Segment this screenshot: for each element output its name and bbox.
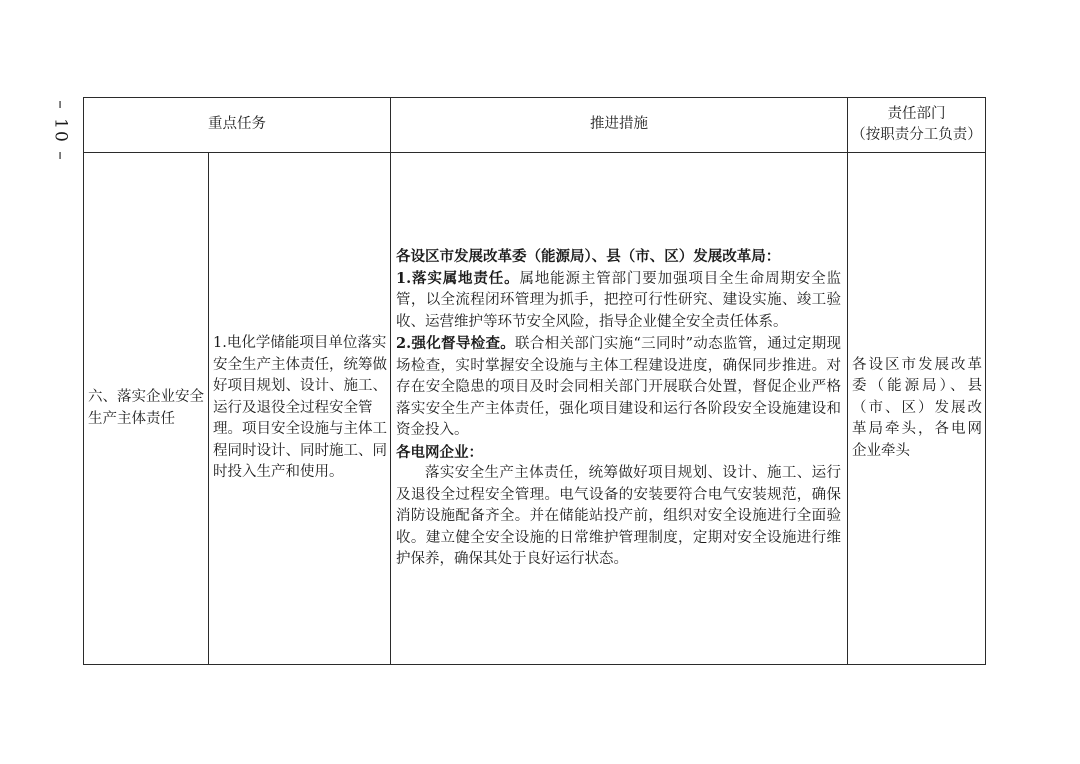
dept-cell: 各设区市发展改革委（能源局）、县（市、区）发展改革局牵头，各电网企业牵头 <box>848 153 986 665</box>
page-number-text: – 10 – <box>51 100 72 162</box>
measures-group1-title: 各设区市发展改革委（能源局）、县（市、区）发展改革局： <box>396 248 781 266</box>
measures-group2-title: 各电网企业： <box>396 443 483 461</box>
header-dept <box>848 98 986 153</box>
measures-item2 <box>396 333 841 442</box>
measures-group2-text: 落实安全生产主体责任，统筹做好项目规划、设计、施工、运行及退役全过程安全管理。电气设备的安装要符合电气安装规范，确保消防设施配备齐全。并在储能站投产前，组织对安全设施进行全面验收。建立健全安全设施的日常维护管理制度，定期对安全设施进行维护保养，确保其处于良好运行状态。 <box>396 465 841 568</box>
measures-item1 <box>396 268 841 334</box>
table-row <box>84 153 986 665</box>
responsibility-table <box>83 97 986 665</box>
measures-cell <box>391 153 848 665</box>
page-number <box>46 96 76 166</box>
header-dept-line2: （按职责分工负责） <box>851 127 982 143</box>
measures-item1-title: 1.落实属地责任。 <box>396 269 520 287</box>
header-task: 重点任务 <box>84 98 391 153</box>
measures-item2-title: 2.强化督导检查。 <box>396 335 516 353</box>
table-header-row <box>84 98 986 153</box>
category-cell: 六、落实企业安全生产主体责任 <box>84 153 209 665</box>
header-measures: 推进措施 <box>391 98 848 153</box>
measures-item1-text: 属地能源主管部门要加强项目全生命周期安全监管，以全流程闭环管理为抓手，把控可行性研究、建设实施、竣工验收、运营维护等环节安全风险，指导企业健全安全责任体系。 <box>396 270 842 330</box>
measures-item2-text: 联合相关部门实施“三同时”动态监管，通过定期现场检查，实时掌握安全设施与主体工程建设进度，确保同步推进。对存在安全隐患的项目及时会同相关部门开展联合处置，督促企业严格落实安全生产主体责任，强化项目建设和运行各阶段安全设施建设和资金投入。 <box>396 336 841 439</box>
header-dept-line1: 责任部门 <box>887 105 946 122</box>
task-cell: 1.电化学储能项目单位落实安全生产主体责任，统筹做好项目规划、设计、施工、运行及退役全过程安全管理。项目安全设施与主体工程同时设计、同时施工、同时投入生产和使用。 <box>209 153 391 665</box>
